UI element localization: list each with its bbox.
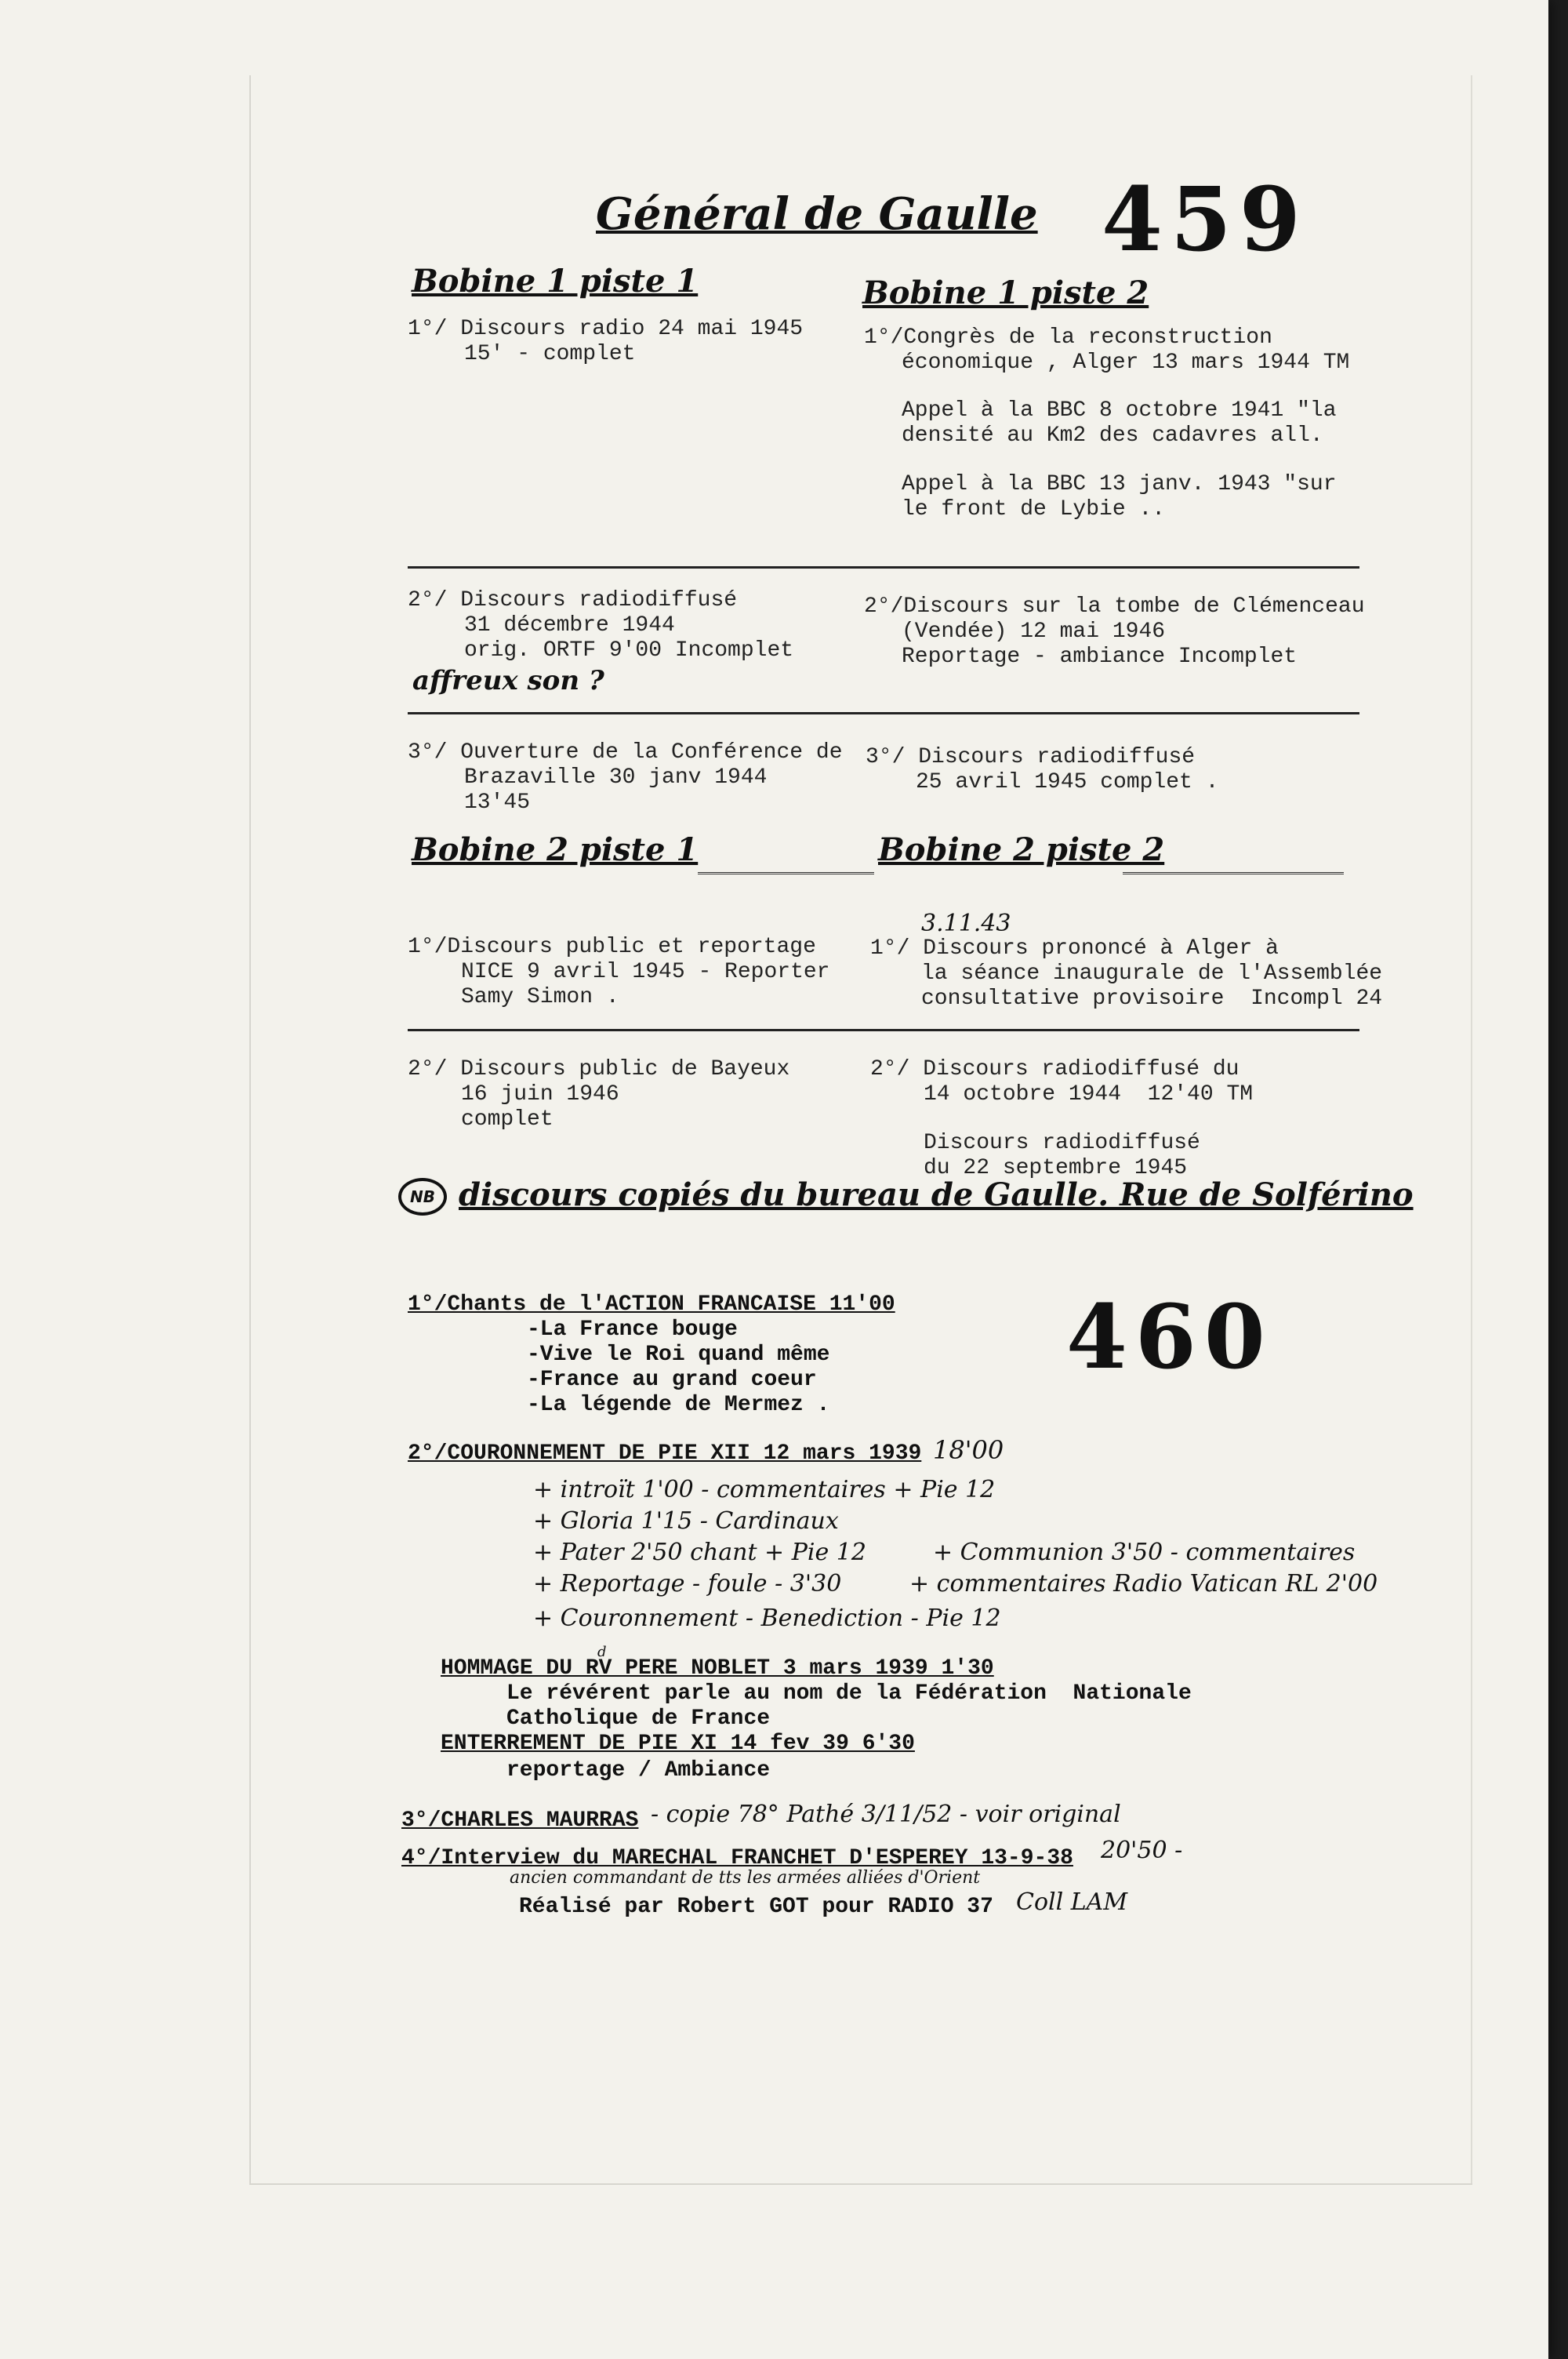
- heading-bobine2-piste1: Bobine 2 piste 1: [412, 831, 699, 868]
- entry-line: 1°/ Discours radio 24 mai 1945: [408, 317, 804, 341]
- double-dash-divider: [1123, 872, 1344, 876]
- entry-line: Brazaville 30 janv 1944: [464, 765, 768, 790]
- handwritten-note: - copie 78° Pathé 3/11/52 - voir original: [651, 1801, 1121, 1828]
- entry-line: NICE 9 avril 1945 - Reporter: [461, 960, 830, 984]
- entry-line: le front de Lybie ..: [902, 497, 1166, 522]
- heading-bobine1-piste1: Bobine 1 piste 1: [412, 263, 699, 300]
- entry-line: 4°/Interview du MARECHAL FRANCHET D'ESPEREY 13-9-38: [401, 1846, 1073, 1870]
- heading-bobine1-piste2: Bobine 1 piste 2: [862, 274, 1149, 311]
- entry-line: 2°/Discours sur la tombe de Clémenceau: [864, 594, 1365, 619]
- entry-line: 14 octobre 1944 12'40 TM: [924, 1082, 1254, 1107]
- song-item: -La France bouge: [527, 1318, 738, 1342]
- heading-bobine2-piste2: Bobine 2 piste 2: [878, 831, 1165, 868]
- entry-line: 2°/ Discours public de Bayeux: [408, 1057, 790, 1081]
- handwritten-note: + Couronnement - Benediction - Pie 12: [533, 1605, 1001, 1632]
- handwritten-note: + Reportage - foule - 3'30: [533, 1570, 842, 1598]
- entry-line: reportage / Ambiance: [506, 1758, 771, 1783]
- entry-line: 1°/ Discours prononcé à Alger à: [870, 936, 1279, 961]
- entry-line: 2°/ Discours radiodiffusé: [408, 588, 738, 612]
- song-item: -France au grand coeur: [527, 1368, 817, 1392]
- entry-line: du 22 septembre 1945: [924, 1156, 1188, 1180]
- entry-line: 16 juin 1946: [461, 1082, 619, 1107]
- entry-line: Appel à la BBC 13 janv. 1943 "sur: [902, 472, 1337, 496]
- entry-line: 3°/ Discours radiodiffusé: [866, 745, 1196, 769]
- entry-line: complet: [461, 1107, 554, 1132]
- handwritten-note: + Communion 3'50 - commentaires: [933, 1539, 1356, 1566]
- page-frame-right: [1471, 75, 1472, 2185]
- entry-line: la séance inaugurale de l'Assemblée: [921, 961, 1383, 986]
- entry-line: 25 avril 1945 complet .: [916, 770, 1219, 794]
- entry-line: 13'45: [464, 791, 531, 815]
- entry-line: Reportage - ambiance Incomplet: [902, 645, 1298, 669]
- handwritten-time: 20'50 -: [1101, 1837, 1183, 1864]
- page-title: Général de Gaulle: [596, 188, 1038, 240]
- page-frame-left: [249, 75, 251, 2185]
- entry-line: 1°/Congrès de la reconstruction: [864, 325, 1272, 350]
- entry-line: ENTERREMENT DE PIE XI 14 fev 39 6'30: [441, 1732, 915, 1756]
- superscript-mark: d: [597, 1644, 607, 1660]
- handwritten-note: ancien commandant de tts les armées alliées d'Orient: [510, 1868, 981, 1888]
- entry-line: (Vendée) 12 mai 1946: [902, 620, 1166, 644]
- divider: [408, 1029, 1359, 1031]
- entry-line: orig. ORTF 9'00 Incomplet: [464, 638, 794, 663]
- entry-line: Samy Simon .: [461, 985, 619, 1009]
- entry-line: économique , Alger 13 mars 1944 TM: [902, 351, 1350, 375]
- entry-line: 3°/ Ouverture de la Conférence de: [408, 740, 843, 765]
- handwritten-note: + Gloria 1'15 - Cardinaux: [533, 1507, 839, 1535]
- entry-line: densité au Km2 des cadavres all.: [902, 423, 1323, 448]
- handwritten-note: Coll LAM: [1016, 1888, 1128, 1916]
- entry-line: Le révérent parle au nom de la Fédération Nationale: [506, 1681, 1192, 1706]
- entry-line: 2°/COURONNEMENT DE PIE XII 12 mars 1939: [408, 1441, 922, 1466]
- double-dash-divider: [698, 872, 874, 876]
- song-item: -La légende de Mermez .: [527, 1393, 830, 1417]
- handwritten-note: affreux son ?: [412, 665, 604, 696]
- song-item: -Vive le Roi quand même: [527, 1343, 830, 1367]
- divider: [408, 712, 1359, 714]
- entry-line: Catholique de France: [506, 1707, 771, 1731]
- entry-line: HOMMAGE DU RV PERE NOBLET 3 mars 1939 1'30: [441, 1656, 994, 1681]
- entry-line: 3°/CHARLES MAURRAS: [401, 1808, 639, 1833]
- entry-line: 1°/Chants de l'ACTION FRANCAISE 11'00: [408, 1292, 895, 1317]
- entry-line: 31 décembre 1944: [464, 613, 675, 638]
- handwritten-note: + introït 1'00 - commentaires + Pie 12: [533, 1476, 996, 1503]
- entry-line: 2°/ Discours radiodiffusé du: [870, 1057, 1240, 1081]
- page-frame-bottom: [249, 2183, 1472, 2185]
- entry-line: Discours radiodiffusé: [924, 1131, 1200, 1155]
- handwritten-time: 18'00: [933, 1435, 1004, 1465]
- box-number-460: 460: [1066, 1286, 1273, 1389]
- entry-line: 15' - complet: [464, 342, 636, 366]
- handwritten-date: 3.11.43: [921, 910, 1011, 937]
- handwritten-note: + Pater 2'50 chant + Pie 12: [533, 1539, 866, 1566]
- divider: [408, 566, 1359, 569]
- entry-line: Appel à la BBC 8 octobre 1941 "la: [902, 398, 1337, 423]
- handwritten-note: + commentaires Radio Vatican RL 2'00: [909, 1570, 1378, 1598]
- circled-nb-mark: NB: [398, 1178, 447, 1216]
- box-number-459: 459: [1102, 169, 1308, 271]
- handwritten-footnote: discours copiés du bureau de Gaulle. Rue de Solférino: [459, 1176, 1414, 1213]
- entry-line: Réalisé par Robert GOT pour RADIO 37: [519, 1895, 993, 1919]
- entry-line: 1°/Discours public et reportage: [408, 935, 816, 959]
- entry-line: consultative provisoire Incompl 24: [921, 987, 1383, 1011]
